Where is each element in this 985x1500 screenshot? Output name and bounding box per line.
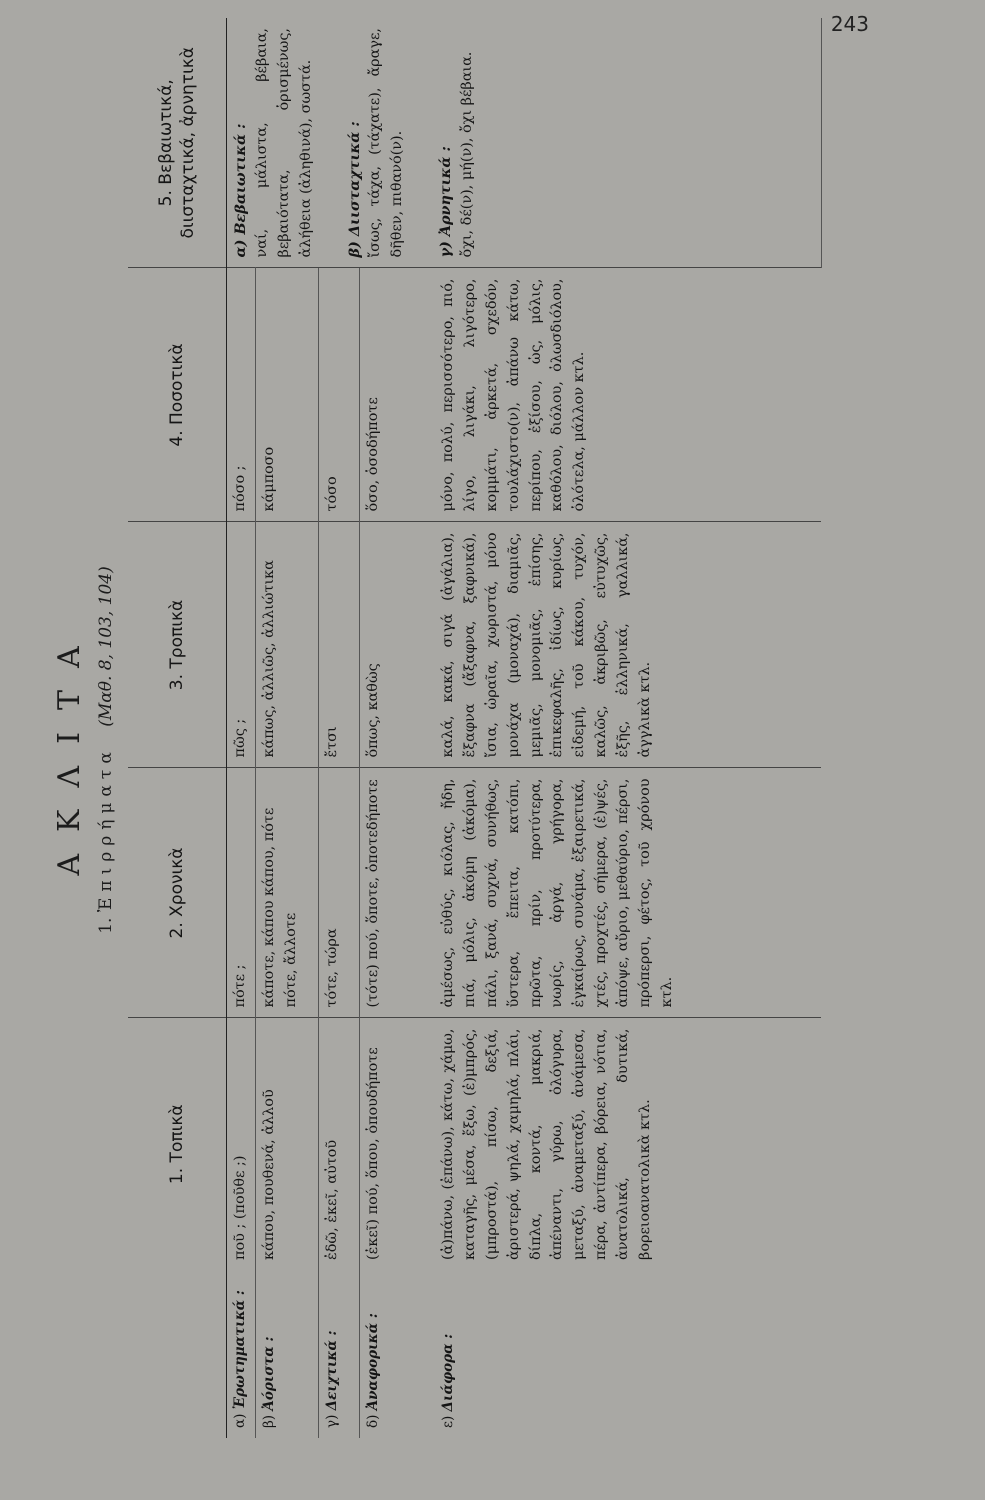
cell: ἔτσι (319, 522, 360, 768)
page-number: 243 (830, 12, 869, 36)
cell-text: καλά, κακά, σιγά (ἀγάλια), ἔξαφνα (ἄξαφνα, ξαφνικά), ἴσια, ὡραῖα, χωριστά, μόνο μονάχα (μοναχά), διαμιᾶς, μεμιᾶς, μονομιᾶς, ἐπίσης, ἐπικεφαλῆς, ἰδίως, κυρίως, εἰδεμή, τοῦ κάκου, τυχόν, καλῶς, ἀκριβῶς, εὐτυχῶς, ἐξῆς, ἑλληνικά, γαλλικά, ἀγγλικὰ κτλ. (440, 532, 654, 758)
cell-text: μόνο, πολύ, περισσότερο, πιό, λίγο, λιγάκι, λιγότερο, κομμάτι, ἀρκετά, σχεδόν, τουλάχιστο(ν), ἀπάνω κάτω, περίπου, ἐξίσου, ὡς, μόλις, καθόλου, διόλου, ὁλωσδιόλου, ὁλότελα, μάλλον κτλ. (440, 278, 588, 512)
row-label-text: Ἀναφορικά : (365, 1313, 381, 1411)
negative-text: ὄχι, δέ(ν), μή(ν), ὄχι βέβαια. (459, 51, 476, 258)
header-quantitative: 4. Ποσοτικὰ (128, 268, 227, 522)
cell (422, 1018, 821, 1270)
cell: κάπου, πουθενά, ἀλλοῦ (256, 1018, 319, 1270)
header-temporal: 2. Χρονικὰ (128, 768, 227, 1018)
row-label-text: Διάφορα : (440, 1333, 456, 1412)
header-local: 1. Τοπικὰ (128, 1018, 227, 1270)
adverbs-table (128, 18, 822, 1438)
row-label (227, 1270, 256, 1438)
header-blank (128, 1270, 227, 1438)
row-label (319, 1270, 360, 1438)
cell: πότε ; (227, 768, 256, 1018)
cell-text: (ἀ)πάνω, (ἐπάνω), κάτω, χάμω, καταγῆς, μέσα, ἔξω, (ἐ)μπρός, (μπροστά), πίσω, δεξιά, ἀριστερά, ψηλά, χαμηλά, πλάι, δίπλα, κοντά, μακριά, ἀπέναντι, γύρω, ὁλόγυρα, μεταξύ, ἀναμεταξύ, ἀνάμεσα, πέρα, ἀντίπερα, βόρεια, νότια, ἀνατολικά, δυτικά, βορειοανατολικὰ κτλ. (440, 1028, 654, 1260)
affirmative-cell (227, 18, 822, 268)
row-label-text: Δειχτικά : (324, 1330, 340, 1411)
cell: κάποτε, κάπου κάπου, πότε πότε, ἄλλοτε (256, 768, 319, 1018)
section-word: Ἐπιρρήματα (96, 746, 116, 913)
cell (422, 268, 821, 522)
row-prefix: β) (261, 1414, 277, 1428)
cell: τότε, τώρα (319, 768, 360, 1018)
cell (422, 768, 821, 1018)
header-modal: 3. Τροπικὰ (128, 522, 227, 768)
row-prefix: γ) (324, 1414, 340, 1428)
cell: ἐδῶ, ἐκεῖ, αὐτοῦ (319, 1018, 360, 1270)
cell: (ἐκεῖ) πού, ὅπου, ὁπουδήποτε (365, 1047, 381, 1260)
dubitative-text: ἴσως, τάχα, (τάχατε), ἄραγε, δῆθεν, πιθανό(ν). (367, 28, 406, 258)
cell: ὅσο, ὁσοδήποτε (360, 268, 423, 522)
row-label-text: Ἀόριστα : (261, 1336, 277, 1411)
cell: πόσο ; (227, 268, 256, 522)
row-label (360, 1270, 423, 1438)
row-prefix: α) (232, 1413, 248, 1428)
cell: κάμποσο (256, 268, 319, 522)
affirmative-text: ναί, μάλιστα, βέβαια, βεβαιότατα, ὁρισμένως, ἀλήθεια (ἀληθινά), σωστά. (253, 28, 314, 258)
cell: πῶς ; (227, 522, 256, 768)
cell: (τότε) πού, ὅποτε, ὁποτεδήποτε (360, 768, 423, 1018)
affirmative-label: α) Βεβαιωτικά : (232, 123, 249, 258)
cell: τόσο (319, 268, 360, 522)
affirmative-block (230, 28, 318, 258)
header-row (128, 18, 227, 1438)
dubitative-label: β) Διισταχτικά : (345, 121, 363, 258)
section-subtitle (96, 0, 116, 1500)
cell: ποῦ ; (ποῦθε ;) (227, 1018, 256, 1270)
section-reference: (Μαθ. 8, 103, 104) (96, 566, 116, 727)
row-label (256, 1270, 319, 1438)
cell: κάπως, ἀλλιῶς, ἀλλιώτικα (256, 522, 319, 768)
row-label-text: Ἐρωτηματικά : (232, 1290, 248, 1410)
dubitative-block (344, 28, 410, 258)
row-interrogative (227, 18, 256, 1438)
cell-text: ἀμέσως, εὐθύς, κιόλας, ἤδη, πιά, μόλις, ἀκόμη (ἀκόμα), πάλι, ξανά, συχνά, συνήθως, ὕστερα, ἔπειτα, κατόπι, πρῶτα, πρίν, προτύτερα, νωρίς, ἀργά, γρήγορα, ἐγκαίρως, συνάμα, ἐξαιρετικά, χτές, προχτές, σήμερα, (ἐ)ψές, ἀπόψε, αὔριο, μεθαύριο, πέρσι, πρόπερσι, φέτος, τοῦ χρόνου κτλ. (440, 778, 675, 1008)
negative-block (435, 28, 479, 258)
cell: ὅπως, καθὼς (360, 522, 423, 768)
header-affirmative: 5. Βεβαιωτικά, διισταχτικά, ἀρνητικὰ (128, 18, 227, 268)
cell (422, 522, 821, 768)
row-prefix: ε) (440, 1415, 456, 1428)
negative-label: γ) Ἀρνητικά : (437, 146, 455, 258)
row-prefix: δ) (365, 1414, 381, 1428)
section-number: 1. (96, 917, 116, 934)
page-title: ΑΚΛΙΤΑ (52, 624, 87, 876)
row-label (422, 1270, 821, 1438)
